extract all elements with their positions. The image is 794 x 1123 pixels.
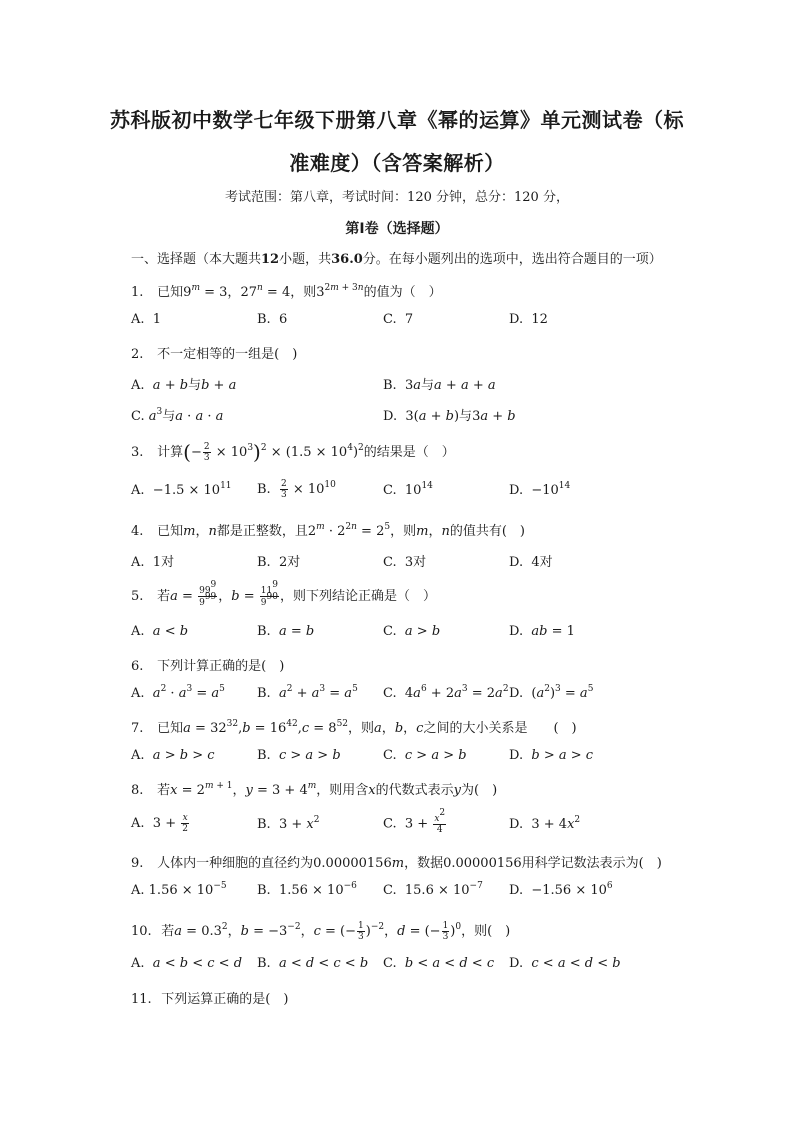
question-4: 4. 已知m，n都是正整数，且$2^m \cdot 2^{2n} = 2^5$，则m，n的值共有( ) [131, 522, 525, 539]
question-4-option-a[interactable]: A. 1对 [131, 555, 175, 570]
question-7-option-b[interactable]: B. c > a > b [257, 748, 341, 763]
question-3-option-a[interactable]: A. $-1.5 \times 10^{11}$ [131, 481, 232, 498]
question-4-option-c[interactable]: C. 3对 [383, 555, 427, 570]
question-3: 3. 计算(− $\frac{2}{3}$ × $10^3)^2 \times (1.5 \times 10^4)^2$的结果是（ ） [131, 440, 455, 464]
question-7: 7. 已知$a = 32^{32},b = 16^{42},c = 8^{52}$，则a，b，c之间的大小关系是 ( ) [131, 719, 577, 736]
question-4-option-b[interactable]: B. 2对 [257, 555, 301, 570]
question-8: 8. 若$x = 2^{m + 1}$，$y = 3 + 4^m$，则用含x的代数式表示y为( ) [131, 781, 498, 798]
question-1: 1. 已知$9^m = 3$，$27^n = 4$，则$3^{2m + 3n}$的值为（ ） [131, 283, 442, 300]
section-title: 第Ⅰ卷（选择题） [345, 221, 449, 237]
question-9-option-a[interactable]: A. $1.56 \times 10^{-5}$ [131, 881, 227, 898]
question-10-option-d[interactable]: D. c < a < d < b [509, 956, 621, 971]
question-6-option-a[interactable]: A. $a^2 \cdot a^3 = a^5$ [131, 684, 225, 701]
document-title-line2: 准难度）（含答案解析） [289, 151, 505, 175]
question-6: 6. 下列计算正确的是( ) [131, 659, 285, 674]
question-8-option-b[interactable]: B. $3 + x^2$ [257, 815, 320, 832]
question-6-option-d[interactable]: D. $(a^2)^3 = a^5$ [509, 684, 594, 701]
exam-info: 考试范围：第八章，考试时间：120 分钟，总分：120 分， [225, 190, 569, 205]
question-3-option-b[interactable]: B. $\frac{2}{3}$ × $10^{10}$ [257, 479, 336, 500]
question-5-option-c[interactable]: C. a > b [383, 624, 441, 639]
question-3-option-d[interactable]: D. $-10^{14}$ [509, 481, 571, 498]
question-1-option-b[interactable]: B. 6 [257, 312, 288, 327]
question-9-option-d[interactable]: D. $-1.56 \times 10^6$ [509, 881, 613, 898]
question-7-option-a[interactable]: A. a > b > c [131, 748, 215, 763]
question-10-option-b[interactable]: B. a < d < c < b [257, 956, 369, 971]
question-6-option-c[interactable]: C. $4a^6 + 2a^3 = 2a^2$ [383, 684, 509, 701]
question-8-option-c[interactable]: C. 3 + $\frac{x^2}{4}$ [383, 808, 446, 835]
question-5-option-b[interactable]: B. a = b [257, 624, 315, 639]
question-10-option-a[interactable]: A. a < b < c < d [131, 956, 243, 971]
question-11: 11. 下列运算正确的是( ) [131, 992, 289, 1007]
question-9-option-b[interactable]: B. $1.56 \times 10^{-6}$ [257, 881, 357, 898]
part-instructions: 一、选择题（本大题共12小题，共36.0分。在每小题列出的选项中，选出符合题目的一项） [131, 252, 662, 267]
question-3-option-c[interactable]: C. $10^{14}$ [383, 481, 433, 498]
question-10-option-c[interactable]: C. b < a < d < c [383, 956, 495, 971]
question-6-option-b[interactable]: B. $a^2 + a^3 = a^5$ [257, 684, 358, 701]
question-9: 9. 人体内一种细胞的直径约为0.00000156m，数据0.00000156用科学记数法表示为( ) [131, 856, 662, 871]
question-4-option-d[interactable]: D. 4对 [509, 555, 553, 570]
question-2-option-d[interactable]: D. 3(a + b)与3a + b [383, 409, 516, 424]
document-title-line1: 苏科版初中数学七年级下册第八章《幂的运算》单元测试卷（标 [110, 108, 684, 132]
question-5-option-a[interactable]: A. a < b [131, 624, 189, 639]
question-9-option-c[interactable]: C. $15.6 \times 10^{-7}$ [383, 881, 483, 898]
question-2-option-a[interactable]: A. a + b与b + a [131, 378, 237, 393]
question-7-option-d[interactable]: D. b > a > c [509, 748, 594, 763]
question-2-option-b[interactable]: B. 3a与a + a + a [383, 378, 496, 393]
question-2-option-c[interactable]: C. $a^3$与a · a · a [131, 407, 224, 424]
question-8-option-a[interactable]: A. 3 + $\frac{x}{2}$ [131, 813, 188, 834]
question-5: 5. 若a = $\frac{99^9}{9^{99}}$ ，b = $\frac{11^9}{9^{90}}$ ，则下列结论正确是（ ） [131, 580, 436, 608]
question-10: 10. 若$a = 0.3^2$，$b = -3^{-2}$，c = (− $\frac{1}{3}$ )$^{-2}$，d = (− $\frac{1}{3}$ )$^0$，则( ) [131, 921, 511, 942]
question-1-option-c[interactable]: C. 7 [383, 312, 414, 327]
question-1-option-a[interactable]: A. 1 [131, 312, 162, 327]
question-5-option-d[interactable]: D. ab = 1 [509, 624, 575, 639]
question-1-option-d[interactable]: D. 12 [509, 312, 548, 327]
question-8-option-d[interactable]: D. $3 + 4x^2$ [509, 815, 581, 832]
question-2: 2. 不一定相等的一组是( ) [131, 347, 298, 362]
question-7-option-c[interactable]: C. c > a > b [383, 748, 467, 763]
